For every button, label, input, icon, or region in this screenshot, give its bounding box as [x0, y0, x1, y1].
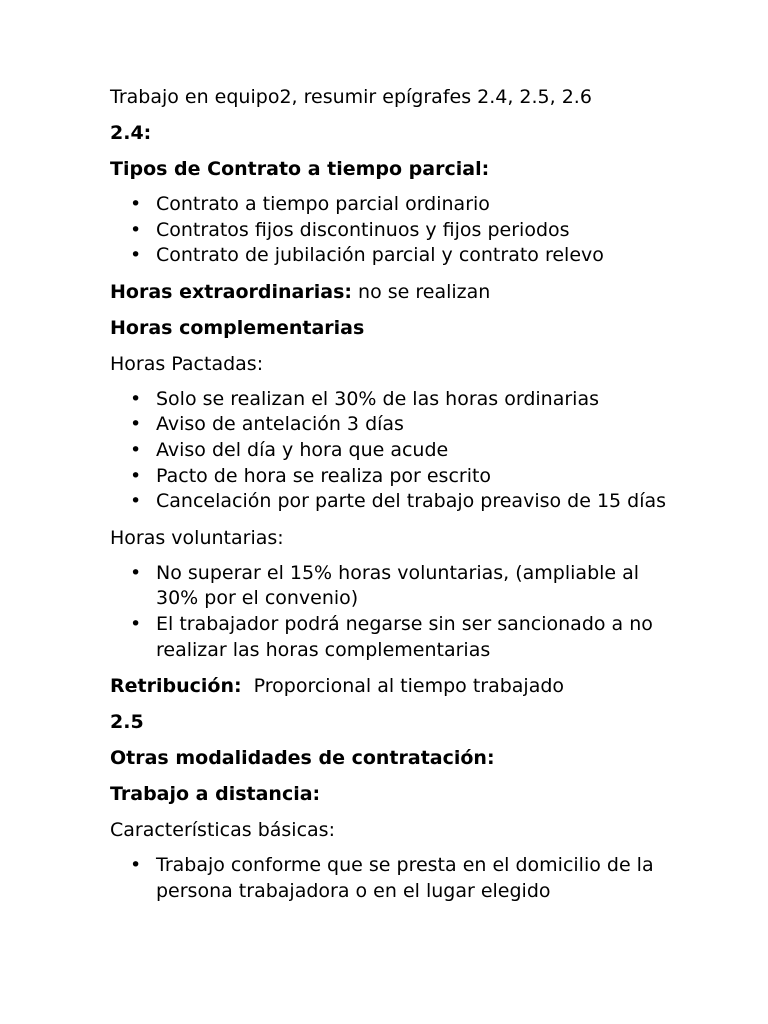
horas-extraordinarias-line [110, 279, 670, 305]
bullet-icon: • [130, 490, 142, 513]
list-item [110, 489, 670, 515]
bullet-icon: • [130, 193, 142, 215]
list-item [110, 612, 670, 663]
document-page [110, 84, 670, 914]
bullet-icon: • [130, 561, 142, 584]
list-item-text: Solo se realizan el 30% de las horas ordinarias [156, 387, 599, 410]
bullet-icon: • [130, 612, 142, 635]
retribucion-line [110, 673, 670, 699]
trabajo-distancia-heading: Trabajo a distancia: [110, 783, 321, 806]
horas-extraordinarias-value: no se realizan [351, 280, 491, 303]
list-item [110, 243, 670, 269]
list-item [110, 192, 670, 218]
section-2-5-heading: 2.5 [110, 711, 144, 734]
list-item-text: Pacto de hora se realiza por escrito [156, 464, 492, 487]
horas-pactadas-label: Horas Pactadas: [110, 352, 264, 375]
list-item-text: Aviso del día y hora que acude [156, 438, 449, 461]
bullet-icon: • [130, 244, 142, 267]
list-item-text: Contrato a tiempo parcial ordinario [156, 193, 490, 215]
horas-voluntarias-list [110, 561, 670, 663]
list-item [110, 438, 670, 464]
list-item-text: El trabajador podrá negarse sin ser sancionado a no realizar las horas complementarias [156, 612, 653, 661]
list-item [110, 464, 670, 490]
horas-extraordinarias-label: Horas extraordinarias: [110, 280, 352, 303]
list-item-text: Contratos fijos discontinuos y fijos periodos [156, 218, 570, 241]
list-item [110, 387, 670, 413]
list-item-text: Aviso de antelación 3 días [156, 413, 404, 436]
list-item [110, 561, 670, 612]
list-item [110, 412, 670, 438]
list-item-text: Contrato de jubilación parcial y contrato relevo [156, 244, 604, 267]
list-item [110, 218, 670, 244]
retribucion-value: Proporcional al tiempo trabajado [241, 675, 565, 698]
otras-modalidades-heading: Otras modalidades de contratación: [110, 747, 495, 770]
retribucion-label: Retribución: [110, 675, 242, 698]
list-item-text: No superar el 15% horas voluntarias, (ampliable al 30% por el convenio) [156, 561, 640, 610]
bullet-icon: • [130, 387, 142, 410]
bullet-icon: • [130, 413, 142, 436]
horas-complementarias-heading: Horas complementarias [110, 316, 365, 339]
horas-voluntarias-label: Horas voluntarias: [110, 526, 284, 549]
caracteristicas-label: Características básicas: [110, 819, 335, 842]
bullet-icon: • [130, 854, 142, 877]
caracteristicas-list [110, 853, 670, 904]
list-item [110, 853, 670, 904]
intro-line: Trabajo en equipo2, resumir epígrafes 2.4, 2.5, 2.6 [110, 86, 592, 108]
list-item-text: Cancelación por parte del trabajo preaviso de 15 días [156, 490, 667, 513]
bullet-icon: • [130, 464, 142, 487]
horas-pactadas-list [110, 387, 670, 515]
tipos-contrato-heading: Tipos de Contrato a tiempo parcial: [110, 158, 490, 180]
list-item-text: Trabajo conforme que se presta en el domicilio de la persona trabajadora o en el lugar elegido [156, 854, 654, 902]
tipos-contrato-list [110, 192, 670, 269]
bullet-icon: • [130, 438, 142, 461]
bullet-icon: • [130, 218, 142, 241]
section-2-4-heading: 2.4: [110, 122, 152, 144]
